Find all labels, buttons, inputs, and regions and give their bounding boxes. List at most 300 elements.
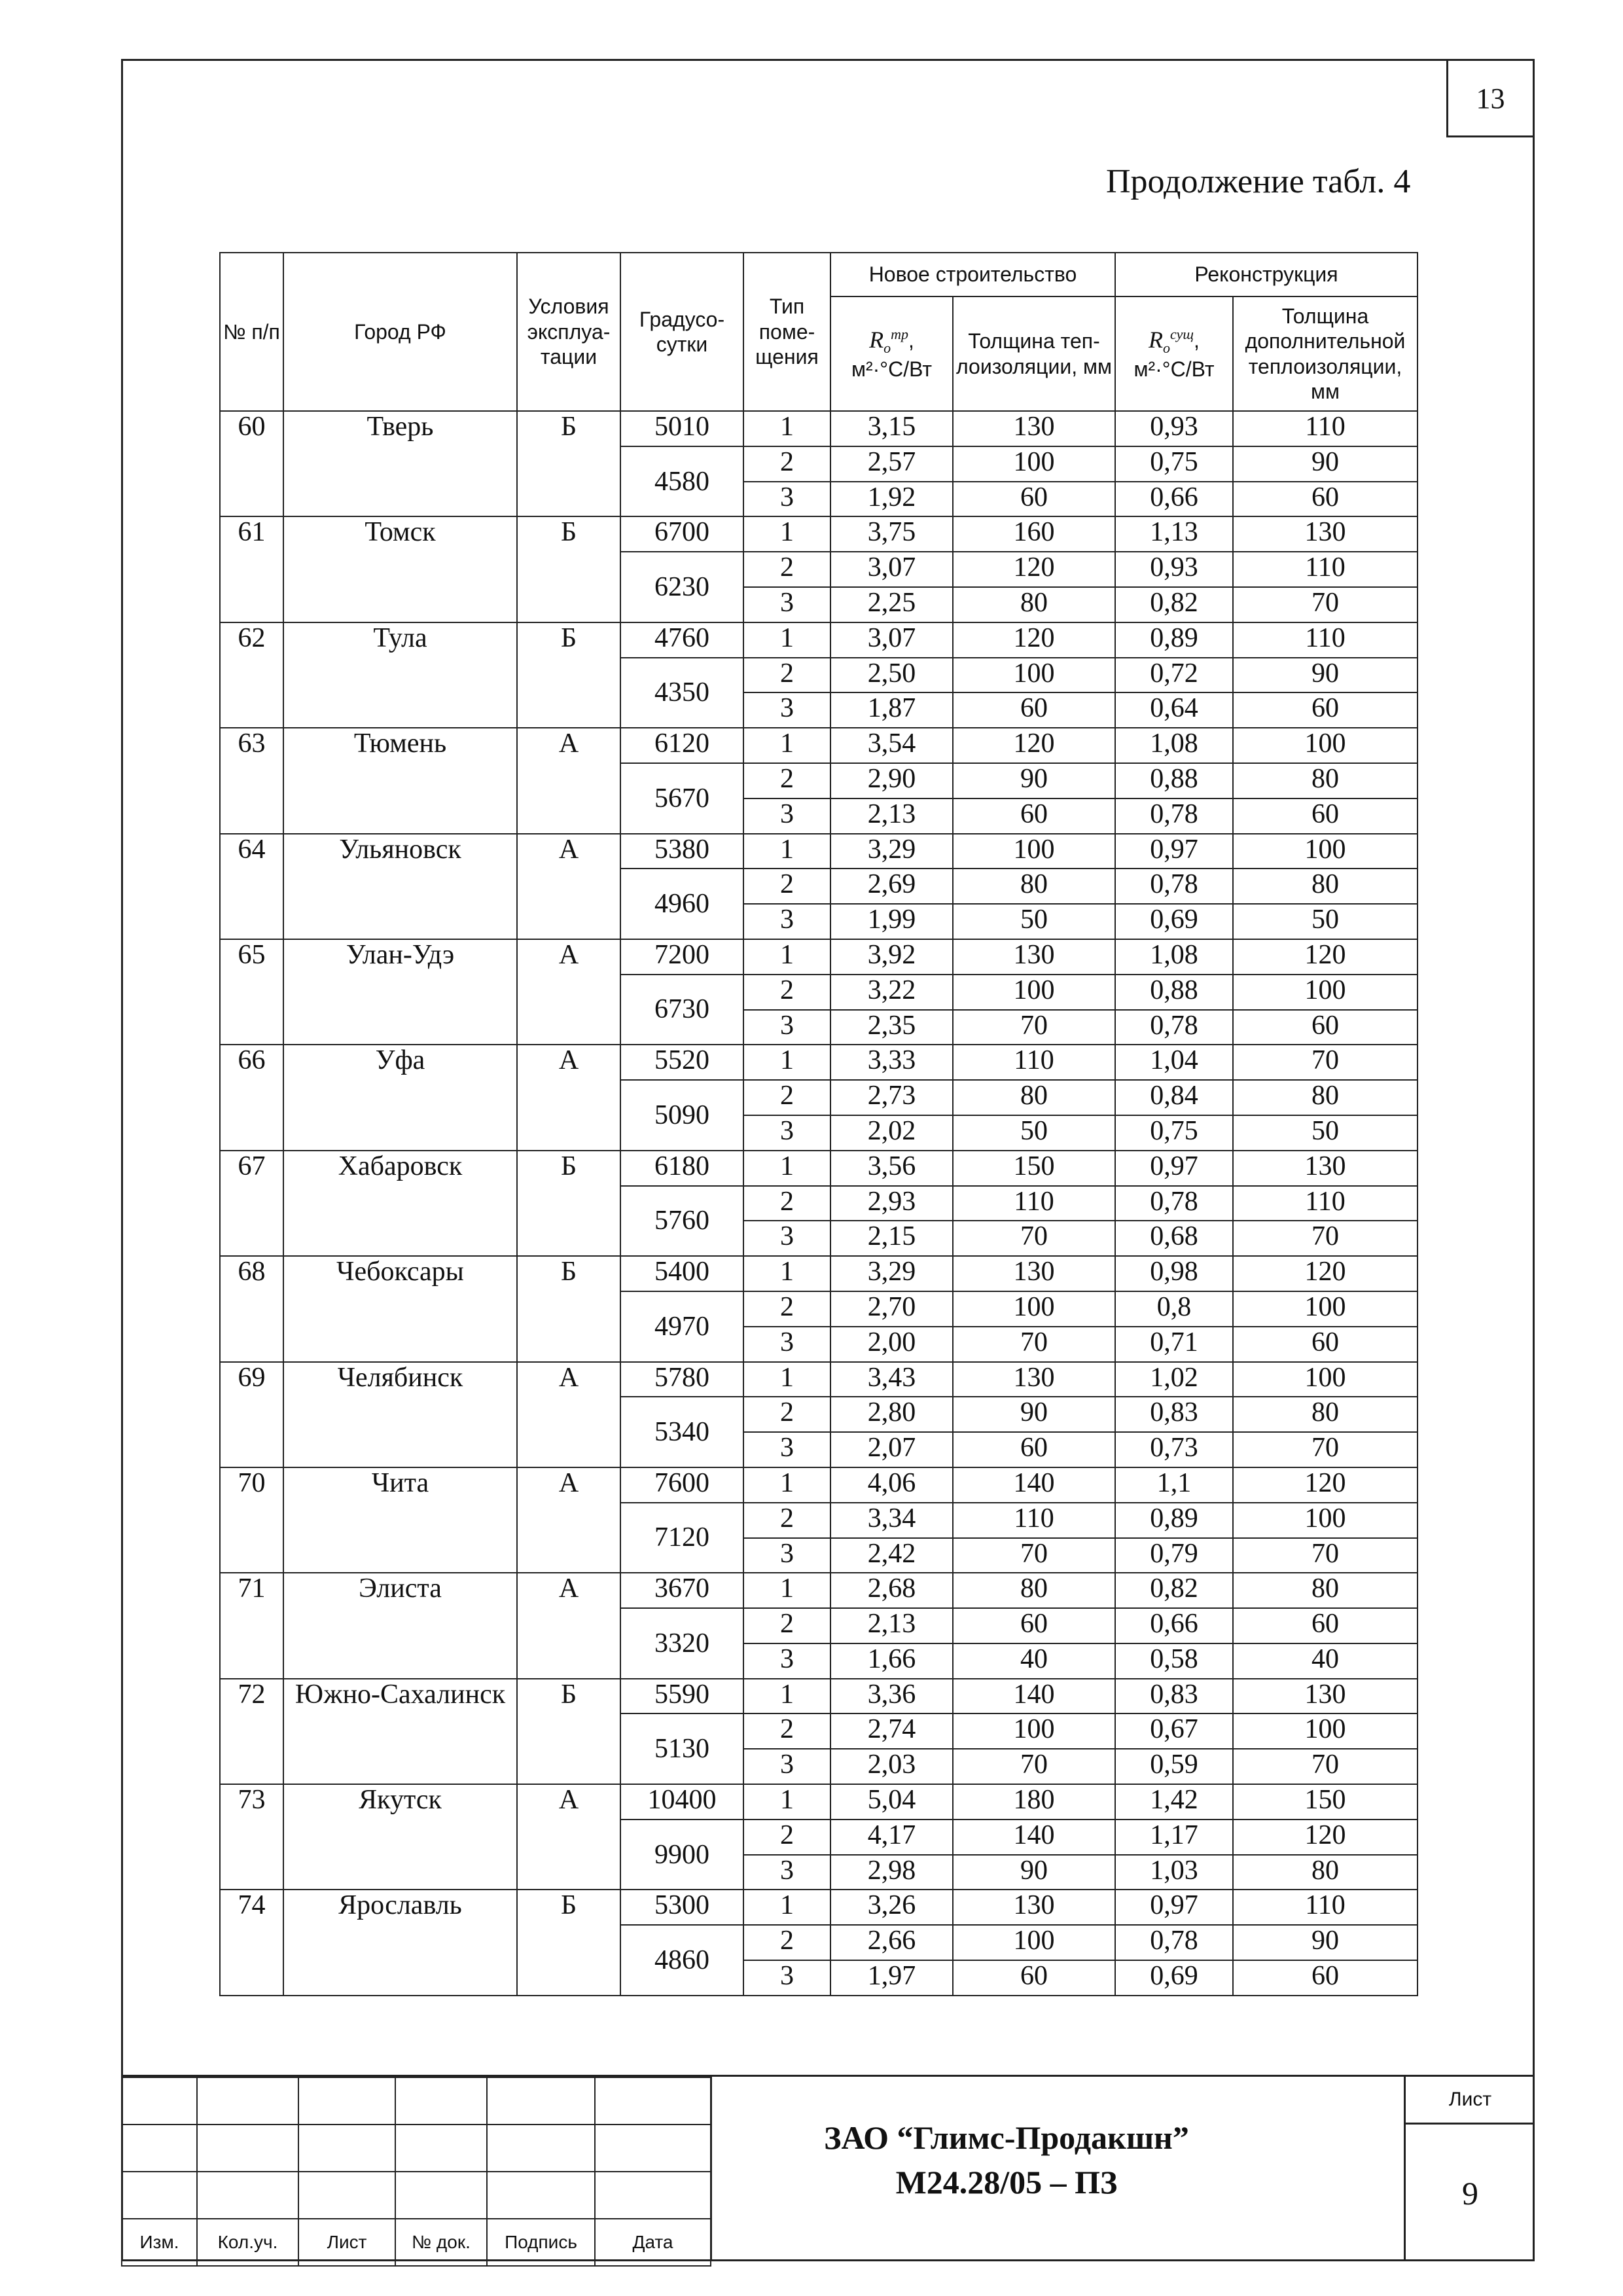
insulation-thickness: 130 (953, 411, 1115, 446)
room-type: 1 (743, 1679, 830, 1714)
room-type: 3 (743, 587, 830, 622)
r-required: 3,29 (830, 1256, 953, 1291)
col-label-signature: Подпись (487, 2219, 595, 2266)
additional-thickness: 90 (1233, 658, 1418, 693)
room-type: 2 (743, 1397, 830, 1432)
r-existing: 0,83 (1115, 1679, 1233, 1714)
r-required: 4,06 (830, 1467, 953, 1503)
additional-thickness: 100 (1233, 975, 1418, 1010)
insulation-thickness: 110 (953, 1045, 1115, 1080)
room-type: 1 (743, 411, 830, 446)
r-existing: 0,79 (1115, 1538, 1233, 1573)
degree-days-alt: 5670 (620, 763, 743, 834)
room-type: 2 (743, 1925, 830, 1960)
room-type: 1 (743, 516, 830, 552)
r-existing: 1,02 (1115, 1362, 1233, 1397)
r-required: 3,43 (830, 1362, 953, 1397)
row-number: 66 (220, 1045, 283, 1150)
additional-thickness: 150 (1233, 1784, 1418, 1820)
city-name: Улан-Удэ (283, 939, 517, 1045)
degree-days-alt: 9900 (620, 1820, 743, 1890)
room-type: 3 (743, 1221, 830, 1256)
additional-thickness: 70 (1233, 1045, 1418, 1080)
r-existing: 0,78 (1115, 798, 1233, 834)
r-required: 3,92 (830, 939, 953, 975)
sheet-number: 9 (1462, 2175, 1478, 2212)
title-block (121, 2075, 1535, 2261)
header-room-type: Тип поме-щения (743, 253, 830, 411)
insulation-thickness: 130 (953, 1256, 1115, 1291)
room-type: 2 (743, 1820, 830, 1855)
insulation-thickness: 150 (953, 1151, 1115, 1186)
header-new-construction: Новое строительство (830, 253, 1115, 296)
degree-days: 6700 (620, 516, 743, 552)
room-type: 3 (743, 1749, 830, 1784)
col-label-doc-no: № док. (395, 2219, 487, 2266)
r-existing: 0,88 (1115, 763, 1233, 798)
r-required: 3,22 (830, 975, 953, 1010)
insulation-thickness: 60 (953, 798, 1115, 834)
r-existing: 1,17 (1115, 1820, 1233, 1855)
room-type: 3 (743, 1538, 830, 1573)
additional-thickness: 60 (1233, 1010, 1418, 1045)
r-required: 2,90 (830, 763, 953, 798)
r-required: 3,07 (830, 622, 953, 658)
insulation-thickness: 50 (953, 1115, 1115, 1151)
table-row (220, 516, 1418, 552)
operating-conditions: Б (517, 622, 620, 728)
r-required: 2,07 (830, 1432, 953, 1467)
operating-conditions: А (517, 1362, 620, 1467)
additional-thickness: 110 (1233, 1186, 1418, 1221)
r-required: 2,02 (830, 1115, 953, 1151)
r-existing: 0,98 (1115, 1256, 1233, 1291)
room-type: 1 (743, 1573, 830, 1608)
additional-thickness: 120 (1233, 1256, 1418, 1291)
additional-thickness: 100 (1233, 728, 1418, 763)
r-required: 2,42 (830, 1538, 953, 1573)
r-required: 2,13 (830, 798, 953, 834)
room-type: 2 (743, 1186, 830, 1221)
table-row (220, 1679, 1418, 1714)
additional-thickness: 70 (1233, 587, 1418, 622)
insulation-thickness: 50 (953, 904, 1115, 939)
degree-days-alt: 5760 (620, 1186, 743, 1257)
table-row (220, 834, 1418, 869)
row-number: 68 (220, 1256, 283, 1361)
r-existing: 1,42 (1115, 1784, 1233, 1820)
continuation-title: Продолжение табл. 4 (1106, 163, 1411, 200)
room-type: 3 (743, 1115, 830, 1151)
insulation-thickness: 180 (953, 1784, 1115, 1820)
r-existing: 0,68 (1115, 1221, 1233, 1256)
row-number: 70 (220, 1467, 283, 1573)
row-number: 64 (220, 834, 283, 939)
r-required: 2,70 (830, 1291, 953, 1327)
r-required: 3,75 (830, 516, 953, 552)
r-existing: 0,82 (1115, 1573, 1233, 1608)
insulation-thickness: 40 (953, 1643, 1115, 1679)
room-type: 3 (743, 1432, 830, 1467)
insulation-thickness: 100 (953, 658, 1115, 693)
degree-days: 7200 (620, 939, 743, 975)
city-name: Чита (283, 1467, 517, 1573)
degree-days-alt: 5130 (620, 1713, 743, 1784)
city-name: Тула (283, 622, 517, 728)
degree-days-alt: 5090 (620, 1080, 743, 1151)
room-type: 1 (743, 1784, 830, 1820)
r-required: 2,03 (830, 1749, 953, 1784)
insulation-thickness: 110 (953, 1186, 1115, 1221)
r-required: 3,36 (830, 1679, 953, 1714)
r-existing: 0,73 (1115, 1432, 1233, 1467)
degree-days: 6120 (620, 728, 743, 763)
r-required: 2,15 (830, 1221, 953, 1256)
room-type: 1 (743, 1890, 830, 1925)
insulation-thickness: 100 (953, 446, 1115, 482)
additional-thickness: 80 (1233, 763, 1418, 798)
r-required: 2,93 (830, 1186, 953, 1221)
header-r-existing: $R_o^{сущ}$, м²·°С/Вт (1115, 296, 1233, 411)
additional-thickness: 80 (1233, 1573, 1418, 1608)
r-required: 1,87 (830, 692, 953, 728)
city-name: Тверь (283, 411, 517, 516)
r-required: 3,33 (830, 1045, 953, 1080)
degree-days: 5520 (620, 1045, 743, 1080)
r-required: 3,15 (830, 411, 953, 446)
insulation-thickness: 140 (953, 1820, 1115, 1855)
city-name: Южно-Сахалинск (283, 1679, 517, 1784)
additional-thickness: 110 (1233, 552, 1418, 587)
header-num: № п/п (220, 253, 283, 411)
additional-thickness: 120 (1233, 1820, 1418, 1855)
sheet-box (1404, 2077, 1535, 2261)
room-type: 2 (743, 1080, 830, 1115)
r-required: 2,66 (830, 1925, 953, 1960)
r-existing: 0,59 (1115, 1749, 1233, 1784)
additional-thickness: 110 (1233, 622, 1418, 658)
insulation-thickness: 90 (953, 763, 1115, 798)
additional-thickness: 120 (1233, 939, 1418, 975)
insulation-thickness: 60 (953, 1960, 1115, 1996)
room-type: 1 (743, 939, 830, 975)
degree-days: 5010 (620, 411, 743, 446)
r-required: 3,34 (830, 1503, 953, 1538)
header-thickness: Толщина теп-лоизоляции, мм (953, 296, 1115, 411)
degree-days: 5380 (620, 834, 743, 869)
r-existing: 0,75 (1115, 446, 1233, 482)
insulation-thickness: 80 (953, 1573, 1115, 1608)
col-label-count: Кол.уч. (197, 2219, 298, 2266)
r-required: 3,54 (830, 728, 953, 763)
header-r-required: $R_o^{тр}$, м²·°С/Вт (830, 296, 953, 411)
city-name: Ярославль (283, 1890, 517, 1995)
r-existing: 1,13 (1115, 516, 1233, 552)
r-existing: 0,93 (1115, 552, 1233, 587)
room-type: 2 (743, 1608, 830, 1643)
degree-days-alt: 4970 (620, 1291, 743, 1362)
degree-days-alt: 5340 (620, 1397, 743, 1467)
room-type: 2 (743, 658, 830, 693)
r-existing: 0,78 (1115, 1925, 1233, 1960)
r-existing: 1,03 (1115, 1855, 1233, 1890)
r-existing: 0,89 (1115, 622, 1233, 658)
insulation-thickness: 130 (953, 939, 1115, 975)
r-required: 2,80 (830, 1397, 953, 1432)
insulation-thickness: 80 (953, 587, 1115, 622)
room-type: 1 (743, 1467, 830, 1503)
city-name: Ульяновск (283, 834, 517, 939)
room-type: 3 (743, 1855, 830, 1890)
room-type: 1 (743, 1151, 830, 1186)
r-existing: 0,78 (1115, 869, 1233, 904)
operating-conditions: А (517, 939, 620, 1045)
degree-days-alt: 4860 (620, 1925, 743, 1996)
room-type: 2 (743, 1503, 830, 1538)
r-existing: 1,08 (1115, 728, 1233, 763)
insulation-thickness: 70 (953, 1010, 1115, 1045)
row-number: 62 (220, 622, 283, 728)
additional-thickness: 40 (1233, 1643, 1418, 1679)
city-name: Чебоксары (283, 1256, 517, 1361)
r-required: 2,74 (830, 1713, 953, 1749)
operating-conditions: Б (517, 1151, 620, 1256)
degree-days: 5300 (620, 1890, 743, 1925)
additional-thickness: 110 (1233, 411, 1418, 446)
additional-thickness: 100 (1233, 1713, 1418, 1749)
row-number: 73 (220, 1784, 283, 1890)
insulation-thickness: 120 (953, 622, 1115, 658)
additional-thickness: 100 (1233, 1362, 1418, 1397)
degree-days-alt: 4960 (620, 869, 743, 939)
operating-conditions: Б (517, 1679, 620, 1784)
insulation-thickness: 100 (953, 1291, 1115, 1327)
table-row (220, 1890, 1418, 1925)
r-existing: 0,66 (1115, 1608, 1233, 1643)
insulation-table (219, 252, 1418, 1996)
r-existing: 0,88 (1115, 975, 1233, 1010)
additional-thickness: 60 (1233, 1327, 1418, 1362)
insulation-thickness: 130 (953, 1362, 1115, 1397)
room-type: 3 (743, 1960, 830, 1996)
city-name: Томск (283, 516, 517, 622)
r-existing: 0,67 (1115, 1713, 1233, 1749)
table-row (220, 1151, 1418, 1186)
r-existing: 0,78 (1115, 1186, 1233, 1221)
operating-conditions: А (517, 834, 620, 939)
degree-days: 7600 (620, 1467, 743, 1503)
insulation-thickness: 70 (953, 1327, 1115, 1362)
table-row (220, 728, 1418, 763)
r-existing: 1,04 (1115, 1045, 1233, 1080)
insulation-thickness: 100 (953, 834, 1115, 869)
r-required: 2,25 (830, 587, 953, 622)
r-required: 2,69 (830, 869, 953, 904)
insulation-thickness: 80 (953, 1080, 1115, 1115)
room-type: 3 (743, 482, 830, 517)
room-type: 1 (743, 728, 830, 763)
r-existing: 0,93 (1115, 411, 1233, 446)
degree-days-alt: 4350 (620, 658, 743, 728)
degree-days: 6180 (620, 1151, 743, 1186)
header-degree-days: Градусо-сутки (620, 253, 743, 411)
room-type: 1 (743, 622, 830, 658)
r-existing: 1,08 (1115, 939, 1233, 975)
room-type: 3 (743, 1010, 830, 1045)
table-row (220, 1573, 1418, 1608)
insulation-thickness: 70 (953, 1749, 1115, 1784)
additional-thickness: 100 (1233, 1291, 1418, 1327)
city-name: Элиста (283, 1573, 517, 1678)
r-required: 3,56 (830, 1151, 953, 1186)
insulation-thickness: 120 (953, 552, 1115, 587)
header-conditions: Условия эксплуа-тации (517, 253, 620, 411)
additional-thickness: 130 (1233, 1679, 1418, 1714)
additional-thickness: 70 (1233, 1538, 1418, 1573)
room-type: 1 (743, 1362, 830, 1397)
room-type: 2 (743, 1713, 830, 1749)
room-type: 2 (743, 975, 830, 1010)
city-name: Тюмень (283, 728, 517, 833)
col-label-date: Дата (595, 2219, 711, 2266)
room-type: 2 (743, 869, 830, 904)
r-required: 1,97 (830, 1960, 953, 1996)
insulation-thickness: 60 (953, 1432, 1115, 1467)
r-required: 2,35 (830, 1010, 953, 1045)
operating-conditions: Б (517, 411, 620, 516)
additional-thickness: 130 (1233, 516, 1418, 552)
table-row (220, 1362, 1418, 1397)
row-number: 60 (220, 411, 283, 516)
insulation-thickness: 70 (953, 1538, 1115, 1573)
insulation-thickness: 60 (953, 482, 1115, 517)
r-existing: 1,1 (1115, 1467, 1233, 1503)
table-row (220, 1467, 1418, 1503)
r-existing: 0,83 (1115, 1397, 1233, 1432)
document-code: М24.28/05 – ПЗ (895, 2163, 1118, 2200)
r-required: 1,99 (830, 904, 953, 939)
room-type: 2 (743, 446, 830, 482)
additional-thickness: 90 (1233, 1925, 1418, 1960)
row-number: 61 (220, 516, 283, 622)
header-city: Город РФ (283, 253, 517, 411)
insulation-thickness: 160 (953, 516, 1115, 552)
room-type: 3 (743, 1327, 830, 1362)
additional-thickness: 80 (1233, 1855, 1418, 1890)
r-required: 2,68 (830, 1573, 953, 1608)
r-required: 1,66 (830, 1643, 953, 1679)
additional-thickness: 70 (1233, 1749, 1418, 1784)
operating-conditions: Б (517, 516, 620, 622)
degree-days: 5590 (620, 1679, 743, 1714)
degree-days-alt: 4580 (620, 446, 743, 517)
insulation-thickness: 90 (953, 1397, 1115, 1432)
degree-days-alt: 3320 (620, 1608, 743, 1679)
r-existing: 0,64 (1115, 692, 1233, 728)
row-number: 74 (220, 1890, 283, 1995)
room-type: 3 (743, 692, 830, 728)
col-label-sheet: Лист (298, 2219, 395, 2266)
table-row (220, 1045, 1418, 1080)
additional-thickness: 60 (1233, 482, 1418, 517)
r-existing: 0,82 (1115, 587, 1233, 622)
additional-thickness: 80 (1233, 1080, 1418, 1115)
r-required: 2,57 (830, 446, 953, 482)
additional-thickness: 120 (1233, 1467, 1418, 1503)
insulation-thickness: 60 (953, 1608, 1115, 1643)
additional-thickness: 60 (1233, 1608, 1418, 1643)
r-required: 4,17 (830, 1820, 953, 1855)
additional-thickness: 70 (1233, 1432, 1418, 1467)
degree-days: 3670 (620, 1573, 743, 1608)
organization-name: ЗАО “Глимс-Продакшн” (824, 2119, 1189, 2156)
operating-conditions: А (517, 728, 620, 833)
insulation-thickness: 70 (953, 1221, 1115, 1256)
degree-days: 4760 (620, 622, 743, 658)
room-type: 1 (743, 1045, 830, 1080)
r-existing: 0,69 (1115, 904, 1233, 939)
r-existing: 0,97 (1115, 834, 1233, 869)
degree-days-alt: 6230 (620, 552, 743, 622)
insulation-thickness: 140 (953, 1467, 1115, 1503)
city-name: Якутск (283, 1784, 517, 1890)
revision-grid (121, 2077, 711, 2267)
additional-thickness: 110 (1233, 1890, 1418, 1925)
additional-thickness: 60 (1233, 798, 1418, 834)
r-existing: 0,66 (1115, 482, 1233, 517)
row-number: 72 (220, 1679, 283, 1784)
table-row (220, 622, 1418, 658)
insulation-thickness: 80 (953, 869, 1115, 904)
r-required: 2,00 (830, 1327, 953, 1362)
r-required: 2,13 (830, 1608, 953, 1643)
r-existing: 0,97 (1115, 1890, 1233, 1925)
additional-thickness: 130 (1233, 1151, 1418, 1186)
r-required: 3,07 (830, 552, 953, 587)
table-body (220, 411, 1418, 1996)
degree-days: 5780 (620, 1362, 743, 1397)
page-number: 13 (1446, 59, 1535, 137)
insulation-thickness: 90 (953, 1855, 1115, 1890)
additional-thickness: 60 (1233, 1960, 1418, 1996)
r-existing: 0,97 (1115, 1151, 1233, 1186)
table-row (220, 411, 1418, 446)
header-r-required-unit: м²·°С/Вт (851, 357, 933, 382)
insulation-thickness: 130 (953, 1890, 1115, 1925)
r-existing: 0,84 (1115, 1080, 1233, 1115)
col-label-change: Изм. (122, 2219, 197, 2266)
degree-days-alt: 6730 (620, 975, 743, 1045)
city-name: Хабаровск (283, 1151, 517, 1256)
insulation-thickness: 140 (953, 1679, 1115, 1714)
operating-conditions: А (517, 1467, 620, 1573)
additional-thickness: 50 (1233, 904, 1418, 939)
city-name: Уфа (283, 1045, 517, 1150)
additional-thickness: 60 (1233, 692, 1418, 728)
r-existing: 0,89 (1115, 1503, 1233, 1538)
additional-thickness: 80 (1233, 869, 1418, 904)
additional-thickness: 100 (1233, 1503, 1418, 1538)
header-reconstruction: Реконструкция (1115, 253, 1418, 296)
r-existing: 0,69 (1115, 1960, 1233, 1996)
operating-conditions: А (517, 1045, 620, 1150)
r-required: 3,26 (830, 1890, 953, 1925)
degree-days: 10400 (620, 1784, 743, 1820)
insulation-thickness: 110 (953, 1503, 1115, 1538)
r-existing: 0,58 (1115, 1643, 1233, 1679)
room-type: 3 (743, 904, 830, 939)
r-required: 2,50 (830, 658, 953, 693)
